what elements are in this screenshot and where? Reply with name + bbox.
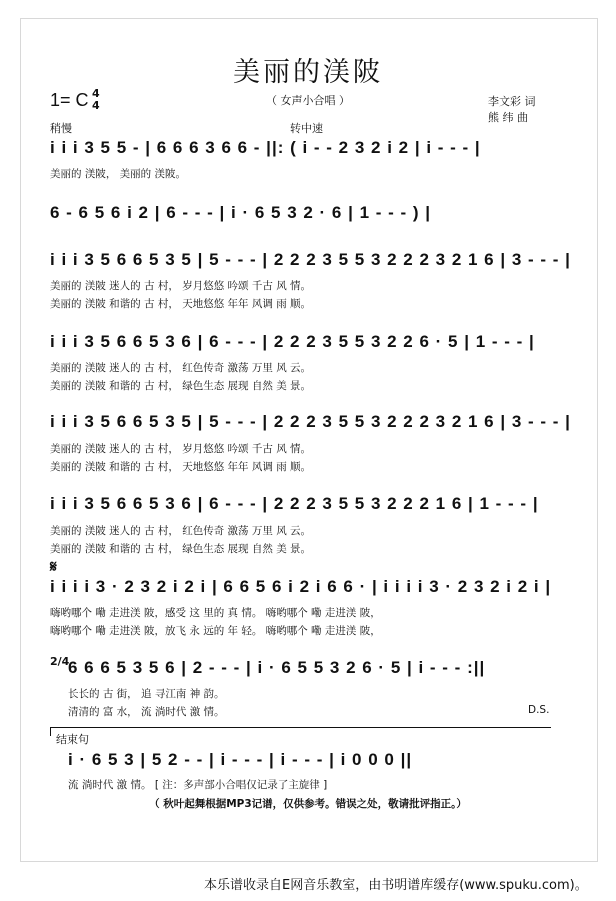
time-change-8a-num: 2/4 — [50, 655, 70, 668]
coda-bracket — [50, 727, 551, 736]
notation-line-1: i i i 3 5 5 - | 6 6 6 3 6 6 - ||: ( i - - 2 3 2 i 2 | i - - - | — [50, 138, 481, 157]
notation-line-5: i i i 3 5 6 6 5 3 5 | 5 - - - | 2 2 2 3 5 5 3 2 2 2 3 2 1 6 | 3 - - - | — [50, 412, 571, 431]
lyrics-line-6a: 美丽的 渼陂 迷人的 古 村， 红色传奇 激荡 万里 风 云。 — [50, 525, 312, 537]
key-signature: 1= C — [50, 90, 89, 110]
lyrics-line-8a: 长长的 古 街， 追 寻江南 神 韵。 — [68, 688, 225, 700]
lyrics-line-4a: 美丽的 渼陂 迷人的 古 村， 红色传奇 激荡 万里 风 云。 — [50, 362, 312, 374]
notation-line-9: i · 6 5 3 | 5 2 - - | i - - - | i - - - | i 0 0 0 || — [68, 750, 413, 769]
lyrics-line-8b: 清清的 富 水， 流 淌时代 激 情。 — [68, 706, 225, 718]
lyrics-line-3b: 美丽的 渼陂 和谐的 古 村， 天地悠悠 年年 风调 雨 顺。 — [50, 298, 312, 310]
tempo-middle: 转中速 — [290, 122, 323, 135]
notation-line-7: i i i i 3 · 2 3 2 i 2 i | 6 6 5 6 i 2 i 6 6 · | i i i i 3 · 2 3 2 i 2 i | — [50, 577, 552, 596]
lyrics-line-6b: 美丽的 渼陂 和谐的 古 村， 绿色生态 展现 自然 美 景。 — [50, 543, 312, 555]
lyrics-line-1: 美丽的 渼陂， 美丽的 渼陂。 — [50, 168, 187, 180]
song-title: 美丽的渼陂 — [233, 57, 383, 88]
lyrics-line-5b: 美丽的 渼陂 和谐的 古 村， 天地悠悠 年年 风调 雨 顺。 — [50, 461, 312, 473]
lyrics-line-7a: 嗨哟哪个 嘞 走进渼 陂，感受 这 里的 真 情。 嗨哟哪个 嘞 走进渼 陂， — [50, 607, 381, 619]
notation-line-2: 6 - 6 5 6 i 2 | 6 - - - | i · 6 5 3 2 · 6 | 1 - - - ) | — [50, 203, 432, 222]
ds-mark: D.S. — [528, 704, 550, 716]
notation-line-3: i i i 3 5 6 6 5 3 5 | 5 - - - | 2 2 2 3 5 5 3 2 2 2 3 2 1 6 | 3 - - - | — [50, 250, 571, 269]
composer-credit: 熊 纬 曲 — [488, 111, 528, 124]
lyrics-line-4b: 美丽的 渼陂 和谐的 古 村， 绿色生态 展现 自然 美 景。 — [50, 380, 312, 392]
notation-line-6: i i i 3 5 6 6 5 3 6 | 6 - - - | 2 2 2 3 5 5 3 2 2 2 1 6 | 1 - - - | — [50, 494, 539, 513]
lyrics-line-5a: 美丽的 渼陂 迷人的 古 村， 岁月悠悠 吟颂 千古 风 情。 — [50, 443, 312, 455]
coda-label: 结束句 — [56, 733, 89, 746]
lyricist-credit: 李文彩 词 — [488, 95, 536, 108]
time-signature-top: 4 — [92, 87, 100, 100]
transcriber-note: （ 秋叶起舞根据MP3记谱，仅供参考。错误之处，敬请批评指正。） — [149, 798, 467, 810]
song-subtitle: （ 女声小合唱 ） — [266, 94, 350, 107]
lyrics-line-9: 流 淌时代 激 情。 [ 注：多声部小合唱仅记录了主旋律 ] — [68, 779, 328, 791]
lyrics-line-3a: 美丽的 渼陂 迷人的 古 村， 岁月悠悠 吟颂 千古 风 情。 — [50, 280, 312, 292]
segno-icon: 𝄋 — [50, 557, 57, 576]
tempo-start: 稍慢 — [50, 122, 72, 135]
time-signature-bottom: 4 — [92, 99, 100, 112]
footer-source: 本乐谱收录自E网音乐教室，由书明谱库缓存(www.spuku.com)。 — [204, 878, 588, 893]
notation-line-4: i i i 3 5 6 6 5 3 6 | 6 - - - | 2 2 2 3 5 5 3 2 2 6 · 5 | 1 - - - | — [50, 332, 535, 351]
lyrics-line-7b: 嗨哟哪个 嘞 走进渼 陂，放飞 永 远的 年 轻。 嗨哟哪个 嘞 走进渼 陂， — [50, 625, 381, 637]
notation-line-8: 6 6 6 5 3 5 6 | 2 - - - | i · 6 5 5 3 2 6 · 5 | i - - - :|| — [68, 658, 486, 677]
